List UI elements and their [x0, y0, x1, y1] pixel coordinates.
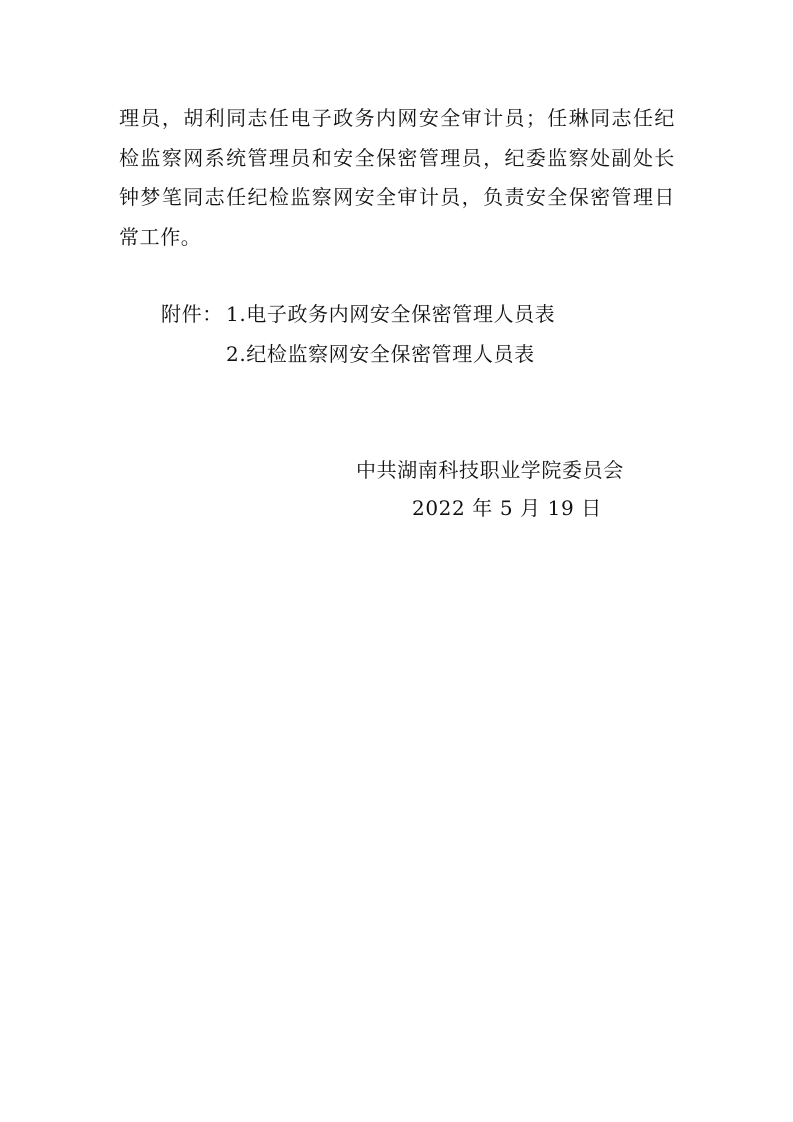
body-line: 检监察网系统管理员和安全保密管理员，纪委监察处副处长 — [119, 146, 675, 170]
attachments-label: 附件： — [161, 302, 223, 326]
body-line: 常工作。 — [119, 225, 202, 249]
body-line: 理员，胡利同志任电子政务内网安全审计员；任琳同志任纪 — [119, 106, 675, 130]
body-line: 钟梦笔同志任纪检监察网安全审计员，负责安全保密管理日 — [119, 185, 675, 209]
signature-organization: 中共湖南科技职业学院委员会 — [356, 458, 624, 482]
attachment-item: 1.电子政务内网安全保密管理人员表 — [226, 302, 556, 326]
attachment-item: 2.纪检监察网安全保密管理人员表 — [226, 342, 535, 366]
signature-date: 2022 年 5 月 19 日 — [412, 496, 602, 520]
